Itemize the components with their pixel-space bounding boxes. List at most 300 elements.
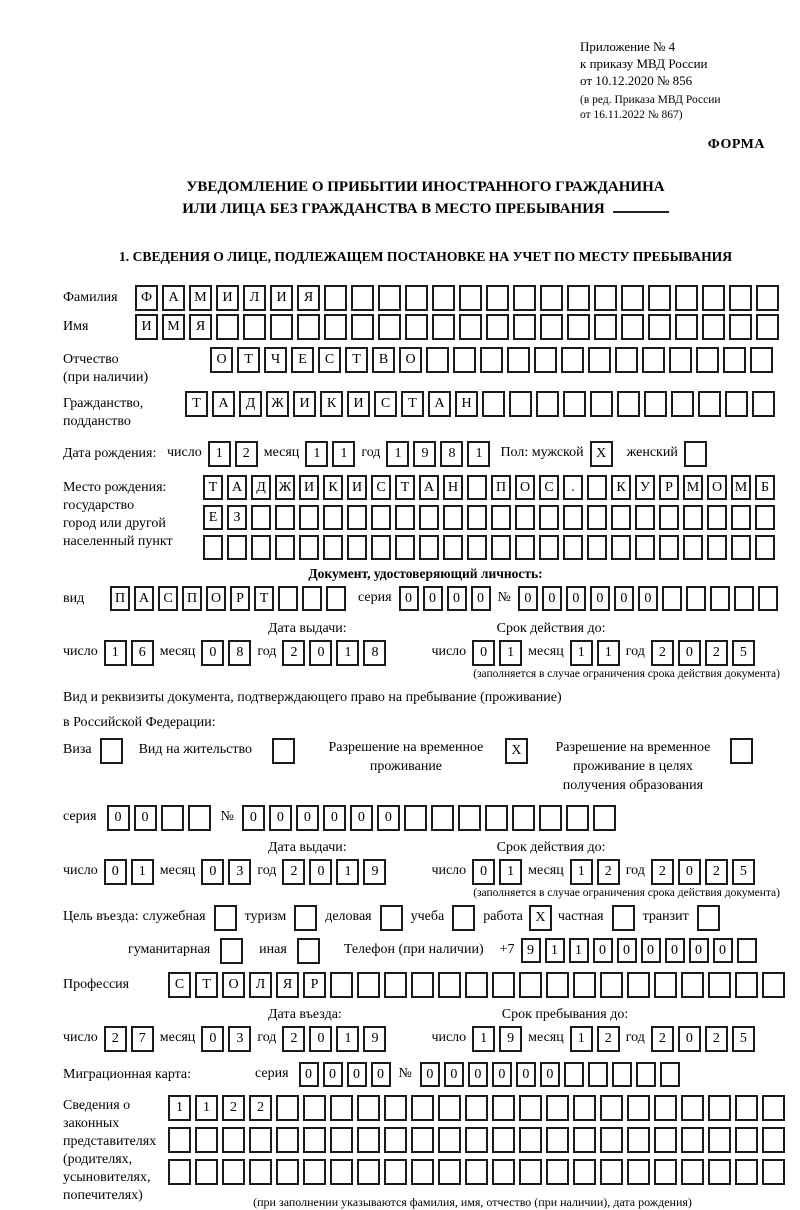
char-cell[interactable]: 0 [678, 640, 701, 666]
char-cell[interactable]: X [529, 905, 552, 931]
char-cell[interactable] [731, 505, 751, 530]
char-cell[interactable] [100, 738, 123, 764]
char-cell[interactable] [735, 1127, 758, 1153]
char-cell[interactable] [588, 1062, 608, 1087]
char-cell[interactable] [188, 805, 211, 831]
char-cell[interactable] [243, 314, 266, 340]
char-cell[interactable] [467, 505, 487, 530]
char-cell[interactable]: 9 [363, 859, 386, 885]
char-cell[interactable]: 0 [420, 1062, 440, 1087]
char-cell[interactable]: 9 [413, 441, 436, 467]
char-cell[interactable]: 1 [208, 441, 231, 467]
char-cell[interactable]: 2 [597, 1026, 620, 1052]
char-cell[interactable] [330, 1159, 353, 1185]
char-cell[interactable]: 1 [336, 859, 359, 885]
char-cell[interactable] [378, 314, 401, 340]
char-cell[interactable]: 5 [732, 859, 755, 885]
char-cell[interactable] [642, 347, 665, 373]
char-cell[interactable] [539, 805, 562, 831]
char-cell[interactable] [735, 1095, 758, 1121]
char-cell[interactable]: И [347, 475, 367, 500]
char-cell[interactable] [662, 586, 682, 611]
char-cell[interactable]: Л [243, 285, 266, 311]
char-cell[interactable] [534, 347, 557, 373]
char-cell[interactable]: Я [189, 314, 212, 340]
char-cell[interactable] [681, 1127, 704, 1153]
char-cell[interactable] [384, 1127, 407, 1153]
char-cell[interactable] [708, 1127, 731, 1153]
char-cell[interactable] [710, 586, 730, 611]
char-cell[interactable]: 0 [377, 805, 400, 831]
char-cell[interactable] [539, 535, 559, 560]
char-cell[interactable]: 2 [235, 441, 258, 467]
char-cell[interactable]: М [683, 475, 703, 500]
char-cell[interactable]: 1 [386, 441, 409, 467]
char-cell[interactable]: Т [395, 475, 415, 500]
char-cell[interactable]: Т [203, 475, 223, 500]
char-cell[interactable]: С [539, 475, 559, 500]
char-cell[interactable] [492, 1095, 515, 1121]
char-cell[interactable] [563, 535, 583, 560]
char-cell[interactable]: Я [297, 285, 320, 311]
char-cell[interactable] [725, 391, 748, 417]
char-cell[interactable]: 3 [228, 1026, 251, 1052]
char-cell[interactable]: 1 [131, 859, 154, 885]
char-cell[interactable] [395, 505, 415, 530]
char-cell[interactable]: 0 [566, 586, 586, 611]
char-cell[interactable] [330, 1095, 353, 1121]
char-cell[interactable] [203, 535, 223, 560]
char-cell[interactable] [404, 805, 427, 831]
char-cell[interactable]: Т [345, 347, 368, 373]
char-cell[interactable] [465, 1095, 488, 1121]
char-cell[interactable] [438, 972, 461, 998]
char-cell[interactable]: 1 [168, 1095, 191, 1121]
char-cell[interactable]: 1 [305, 441, 328, 467]
char-cell[interactable]: Ж [275, 475, 295, 500]
char-cell[interactable] [621, 285, 644, 311]
char-cell[interactable] [600, 1159, 623, 1185]
char-cell[interactable]: 7 [131, 1026, 154, 1052]
char-cell[interactable]: 0 [201, 640, 224, 666]
char-cell[interactable] [347, 505, 367, 530]
char-cell[interactable]: 0 [347, 1062, 367, 1087]
char-cell[interactable]: 0 [104, 859, 127, 885]
char-cell[interactable]: Я [276, 972, 299, 998]
char-cell[interactable] [465, 1159, 488, 1185]
char-cell[interactable] [432, 314, 455, 340]
char-cell[interactable] [411, 1127, 434, 1153]
char-cell[interactable] [587, 535, 607, 560]
char-cell[interactable]: Н [443, 475, 463, 500]
char-cell[interactable] [371, 505, 391, 530]
char-cell[interactable] [380, 905, 403, 931]
char-cell[interactable] [752, 391, 775, 417]
char-cell[interactable] [270, 314, 293, 340]
char-cell[interactable]: 0 [471, 586, 491, 611]
char-cell[interactable] [697, 905, 720, 931]
char-cell[interactable] [762, 972, 785, 998]
char-cell[interactable] [411, 1095, 434, 1121]
char-cell[interactable] [507, 347, 530, 373]
char-cell[interactable]: 2 [282, 640, 305, 666]
char-cell[interactable] [214, 905, 237, 931]
char-cell[interactable] [644, 391, 667, 417]
char-cell[interactable]: Ж [266, 391, 289, 417]
char-cell[interactable] [411, 1159, 434, 1185]
char-cell[interactable]: Ф [135, 285, 158, 311]
char-cell[interactable]: 0 [107, 805, 130, 831]
char-cell[interactable] [411, 972, 434, 998]
char-cell[interactable] [627, 1095, 650, 1121]
char-cell[interactable] [482, 391, 505, 417]
char-cell[interactable] [519, 972, 542, 998]
char-cell[interactable] [222, 1127, 245, 1153]
char-cell[interactable] [758, 586, 778, 611]
char-cell[interactable]: 9 [499, 1026, 522, 1052]
char-cell[interactable] [384, 1159, 407, 1185]
char-cell[interactable] [220, 938, 243, 964]
char-cell[interactable] [593, 805, 616, 831]
char-cell[interactable]: 0 [309, 1026, 332, 1052]
char-cell[interactable]: 2 [651, 1026, 674, 1052]
char-cell[interactable] [465, 1127, 488, 1153]
char-cell[interactable]: Т [401, 391, 424, 417]
char-cell[interactable]: И [299, 475, 319, 500]
char-cell[interactable] [426, 347, 449, 373]
char-cell[interactable]: К [611, 475, 631, 500]
char-cell[interactable]: Р [303, 972, 326, 998]
char-cell[interactable] [654, 972, 677, 998]
char-cell[interactable]: Ч [264, 347, 287, 373]
char-cell[interactable] [492, 1159, 515, 1185]
char-cell[interactable]: 0 [590, 586, 610, 611]
char-cell[interactable] [294, 905, 317, 931]
char-cell[interactable] [467, 535, 487, 560]
char-cell[interactable]: 5 [732, 640, 755, 666]
char-cell[interactable] [324, 285, 347, 311]
char-cell[interactable]: 2 [651, 859, 674, 885]
char-cell[interactable]: 0 [472, 859, 495, 885]
char-cell[interactable]: 1 [332, 441, 355, 467]
char-cell[interactable] [734, 586, 754, 611]
char-cell[interactable]: 1 [570, 859, 593, 885]
char-cell[interactable]: А [227, 475, 247, 500]
char-cell[interactable]: О [515, 475, 535, 500]
char-cell[interactable] [756, 285, 779, 311]
char-cell[interactable] [635, 535, 655, 560]
char-cell[interactable]: 0 [518, 586, 538, 611]
char-cell[interactable]: П [110, 586, 130, 611]
char-cell[interactable] [567, 285, 590, 311]
char-cell[interactable] [707, 505, 727, 530]
char-cell[interactable] [467, 475, 487, 500]
char-cell[interactable] [573, 1159, 596, 1185]
char-cell[interactable] [276, 1127, 299, 1153]
char-cell[interactable]: 0 [201, 1026, 224, 1052]
char-cell[interactable]: 0 [678, 1026, 701, 1052]
char-cell[interactable]: 8 [228, 640, 251, 666]
char-cell[interactable]: Д [251, 475, 271, 500]
char-cell[interactable] [612, 1062, 632, 1087]
char-cell[interactable]: 0 [638, 586, 658, 611]
char-cell[interactable] [762, 1159, 785, 1185]
char-cell[interactable]: 0 [323, 805, 346, 831]
char-cell[interactable] [491, 535, 511, 560]
char-cell[interactable]: 2 [104, 1026, 127, 1052]
char-cell[interactable] [621, 314, 644, 340]
char-cell[interactable] [546, 1127, 569, 1153]
char-cell[interactable] [600, 1095, 623, 1121]
char-cell[interactable]: 1 [472, 1026, 495, 1052]
char-cell[interactable] [303, 1127, 326, 1153]
char-cell[interactable] [627, 1127, 650, 1153]
char-cell[interactable] [168, 1127, 191, 1153]
char-cell[interactable]: С [318, 347, 341, 373]
char-cell[interactable] [540, 285, 563, 311]
char-cell[interactable] [351, 285, 374, 311]
char-cell[interactable]: 8 [440, 441, 463, 467]
char-cell[interactable] [546, 1095, 569, 1121]
char-cell[interactable]: 0 [641, 938, 661, 963]
char-cell[interactable] [168, 1159, 191, 1185]
char-cell[interactable]: 2 [282, 1026, 305, 1052]
char-cell[interactable] [515, 535, 535, 560]
char-cell[interactable] [519, 1095, 542, 1121]
char-cell[interactable] [588, 347, 611, 373]
char-cell[interactable]: И [270, 285, 293, 311]
char-cell[interactable] [216, 314, 239, 340]
char-cell[interactable] [681, 1095, 704, 1121]
char-cell[interactable]: 0 [296, 805, 319, 831]
char-cell[interactable]: А [162, 285, 185, 311]
char-cell[interactable] [458, 805, 481, 831]
char-cell[interactable] [323, 505, 343, 530]
char-cell[interactable] [276, 1159, 299, 1185]
char-cell[interactable] [513, 285, 536, 311]
char-cell[interactable] [564, 1062, 584, 1087]
char-cell[interactable] [617, 391, 640, 417]
char-cell[interactable]: И [135, 314, 158, 340]
char-cell[interactable]: . [563, 475, 583, 500]
char-cell[interactable] [405, 314, 428, 340]
char-cell[interactable] [611, 535, 631, 560]
char-cell[interactable]: В [372, 347, 395, 373]
char-cell[interactable]: Т [195, 972, 218, 998]
char-cell[interactable] [698, 391, 721, 417]
char-cell[interactable] [750, 347, 773, 373]
char-cell[interactable] [357, 972, 380, 998]
char-cell[interactable] [723, 347, 746, 373]
char-cell[interactable] [195, 1159, 218, 1185]
char-cell[interactable] [587, 475, 607, 500]
char-cell[interactable] [251, 505, 271, 530]
char-cell[interactable] [561, 347, 584, 373]
char-cell[interactable] [567, 314, 590, 340]
char-cell[interactable] [735, 1159, 758, 1185]
char-cell[interactable] [587, 505, 607, 530]
char-cell[interactable] [251, 535, 271, 560]
char-cell[interactable] [681, 1159, 704, 1185]
char-cell[interactable] [590, 391, 613, 417]
char-cell[interactable] [648, 314, 671, 340]
char-cell[interactable] [681, 972, 704, 998]
char-cell[interactable] [357, 1159, 380, 1185]
char-cell[interactable]: М [162, 314, 185, 340]
char-cell[interactable]: Н [455, 391, 478, 417]
char-cell[interactable] [600, 972, 623, 998]
char-cell[interactable] [443, 505, 463, 530]
char-cell[interactable] [635, 505, 655, 530]
char-cell[interactable] [730, 738, 753, 764]
char-cell[interactable] [762, 1127, 785, 1153]
char-cell[interactable] [563, 391, 586, 417]
char-cell[interactable] [486, 314, 509, 340]
char-cell[interactable]: 1 [545, 938, 565, 963]
char-cell[interactable] [275, 505, 295, 530]
char-cell[interactable]: 1 [570, 1026, 593, 1052]
char-cell[interactable]: О [399, 347, 422, 373]
char-cell[interactable] [755, 505, 775, 530]
char-cell[interactable] [611, 505, 631, 530]
char-cell[interactable] [486, 285, 509, 311]
char-cell[interactable] [249, 1159, 272, 1185]
char-cell[interactable]: 0 [516, 1062, 536, 1087]
char-cell[interactable] [702, 314, 725, 340]
char-cell[interactable] [659, 505, 679, 530]
char-cell[interactable] [480, 347, 503, 373]
char-cell[interactable] [762, 1095, 785, 1121]
char-cell[interactable] [347, 535, 367, 560]
char-cell[interactable]: 0 [269, 805, 292, 831]
char-cell[interactable] [737, 938, 757, 963]
char-cell[interactable] [519, 1159, 542, 1185]
char-cell[interactable]: А [419, 475, 439, 500]
char-cell[interactable] [563, 505, 583, 530]
char-cell[interactable]: 0 [423, 586, 443, 611]
char-cell[interactable] [735, 972, 758, 998]
char-cell[interactable]: Т [237, 347, 260, 373]
char-cell[interactable]: 0 [540, 1062, 560, 1087]
char-cell[interactable] [431, 805, 454, 831]
char-cell[interactable]: 0 [134, 805, 157, 831]
char-cell[interactable] [519, 1127, 542, 1153]
char-cell[interactable]: 0 [614, 586, 634, 611]
char-cell[interactable] [539, 505, 559, 530]
char-cell[interactable] [708, 1095, 731, 1121]
char-cell[interactable] [161, 805, 184, 831]
char-cell[interactable]: 0 [201, 859, 224, 885]
char-cell[interactable]: 0 [689, 938, 709, 963]
char-cell[interactable]: X [505, 738, 528, 764]
char-cell[interactable] [540, 314, 563, 340]
char-cell[interactable]: О [210, 347, 233, 373]
char-cell[interactable]: И [216, 285, 239, 311]
char-cell[interactable] [405, 285, 428, 311]
char-cell[interactable] [671, 391, 694, 417]
char-cell[interactable] [492, 972, 515, 998]
char-cell[interactable]: Р [659, 475, 679, 500]
char-cell[interactable]: 0 [472, 640, 495, 666]
char-cell[interactable]: 0 [309, 640, 332, 666]
char-cell[interactable]: 1 [336, 640, 359, 666]
char-cell[interactable] [546, 972, 569, 998]
char-cell[interactable]: 0 [444, 1062, 464, 1087]
char-cell[interactable]: 8 [363, 640, 386, 666]
char-cell[interactable] [419, 535, 439, 560]
char-cell[interactable]: М [189, 285, 212, 311]
char-cell[interactable]: 0 [678, 859, 701, 885]
char-cell[interactable] [459, 285, 482, 311]
char-cell[interactable]: У [635, 475, 655, 500]
char-cell[interactable]: А [428, 391, 451, 417]
char-cell[interactable]: П [182, 586, 202, 611]
char-cell[interactable]: 0 [350, 805, 373, 831]
char-cell[interactable] [297, 314, 320, 340]
char-cell[interactable] [729, 285, 752, 311]
char-cell[interactable] [491, 505, 511, 530]
char-cell[interactable]: 1 [499, 640, 522, 666]
char-cell[interactable]: 1 [195, 1095, 218, 1121]
char-cell[interactable] [686, 586, 706, 611]
char-cell[interactable] [675, 314, 698, 340]
char-cell[interactable]: 1 [570, 640, 593, 666]
char-cell[interactable]: 9 [521, 938, 541, 963]
char-cell[interactable] [756, 314, 779, 340]
char-cell[interactable] [222, 1159, 245, 1185]
char-cell[interactable]: Т [185, 391, 208, 417]
char-cell[interactable] [302, 586, 322, 611]
char-cell[interactable]: 0 [713, 938, 733, 963]
char-cell[interactable] [594, 314, 617, 340]
char-cell[interactable] [330, 1127, 353, 1153]
char-cell[interactable] [612, 905, 635, 931]
char-cell[interactable]: 0 [309, 859, 332, 885]
char-cell[interactable] [485, 805, 508, 831]
char-cell[interactable]: 0 [242, 805, 265, 831]
char-cell[interactable] [371, 535, 391, 560]
char-cell[interactable] [729, 314, 752, 340]
char-cell[interactable]: Т [254, 586, 274, 611]
char-cell[interactable] [515, 505, 535, 530]
char-cell[interactable]: 0 [299, 1062, 319, 1087]
char-cell[interactable] [438, 1127, 461, 1153]
char-cell[interactable] [573, 972, 596, 998]
char-cell[interactable]: О [707, 475, 727, 500]
char-cell[interactable] [195, 1127, 218, 1153]
char-cell[interactable]: К [323, 475, 343, 500]
char-cell[interactable]: 3 [228, 859, 251, 885]
char-cell[interactable] [708, 972, 731, 998]
char-cell[interactable] [615, 347, 638, 373]
char-cell[interactable] [303, 1159, 326, 1185]
char-cell[interactable]: 2 [249, 1095, 272, 1121]
char-cell[interactable] [492, 1127, 515, 1153]
char-cell[interactable]: О [222, 972, 245, 998]
char-cell[interactable] [419, 505, 439, 530]
char-cell[interactable] [654, 1095, 677, 1121]
char-cell[interactable]: С [374, 391, 397, 417]
char-cell[interactable]: 2 [282, 859, 305, 885]
char-cell[interactable] [509, 391, 532, 417]
char-cell[interactable] [696, 347, 719, 373]
char-cell[interactable] [227, 535, 247, 560]
char-cell[interactable] [512, 805, 535, 831]
char-cell[interactable] [675, 285, 698, 311]
char-cell[interactable] [683, 535, 703, 560]
char-cell[interactable]: 1 [104, 640, 127, 666]
char-cell[interactable]: И [347, 391, 370, 417]
